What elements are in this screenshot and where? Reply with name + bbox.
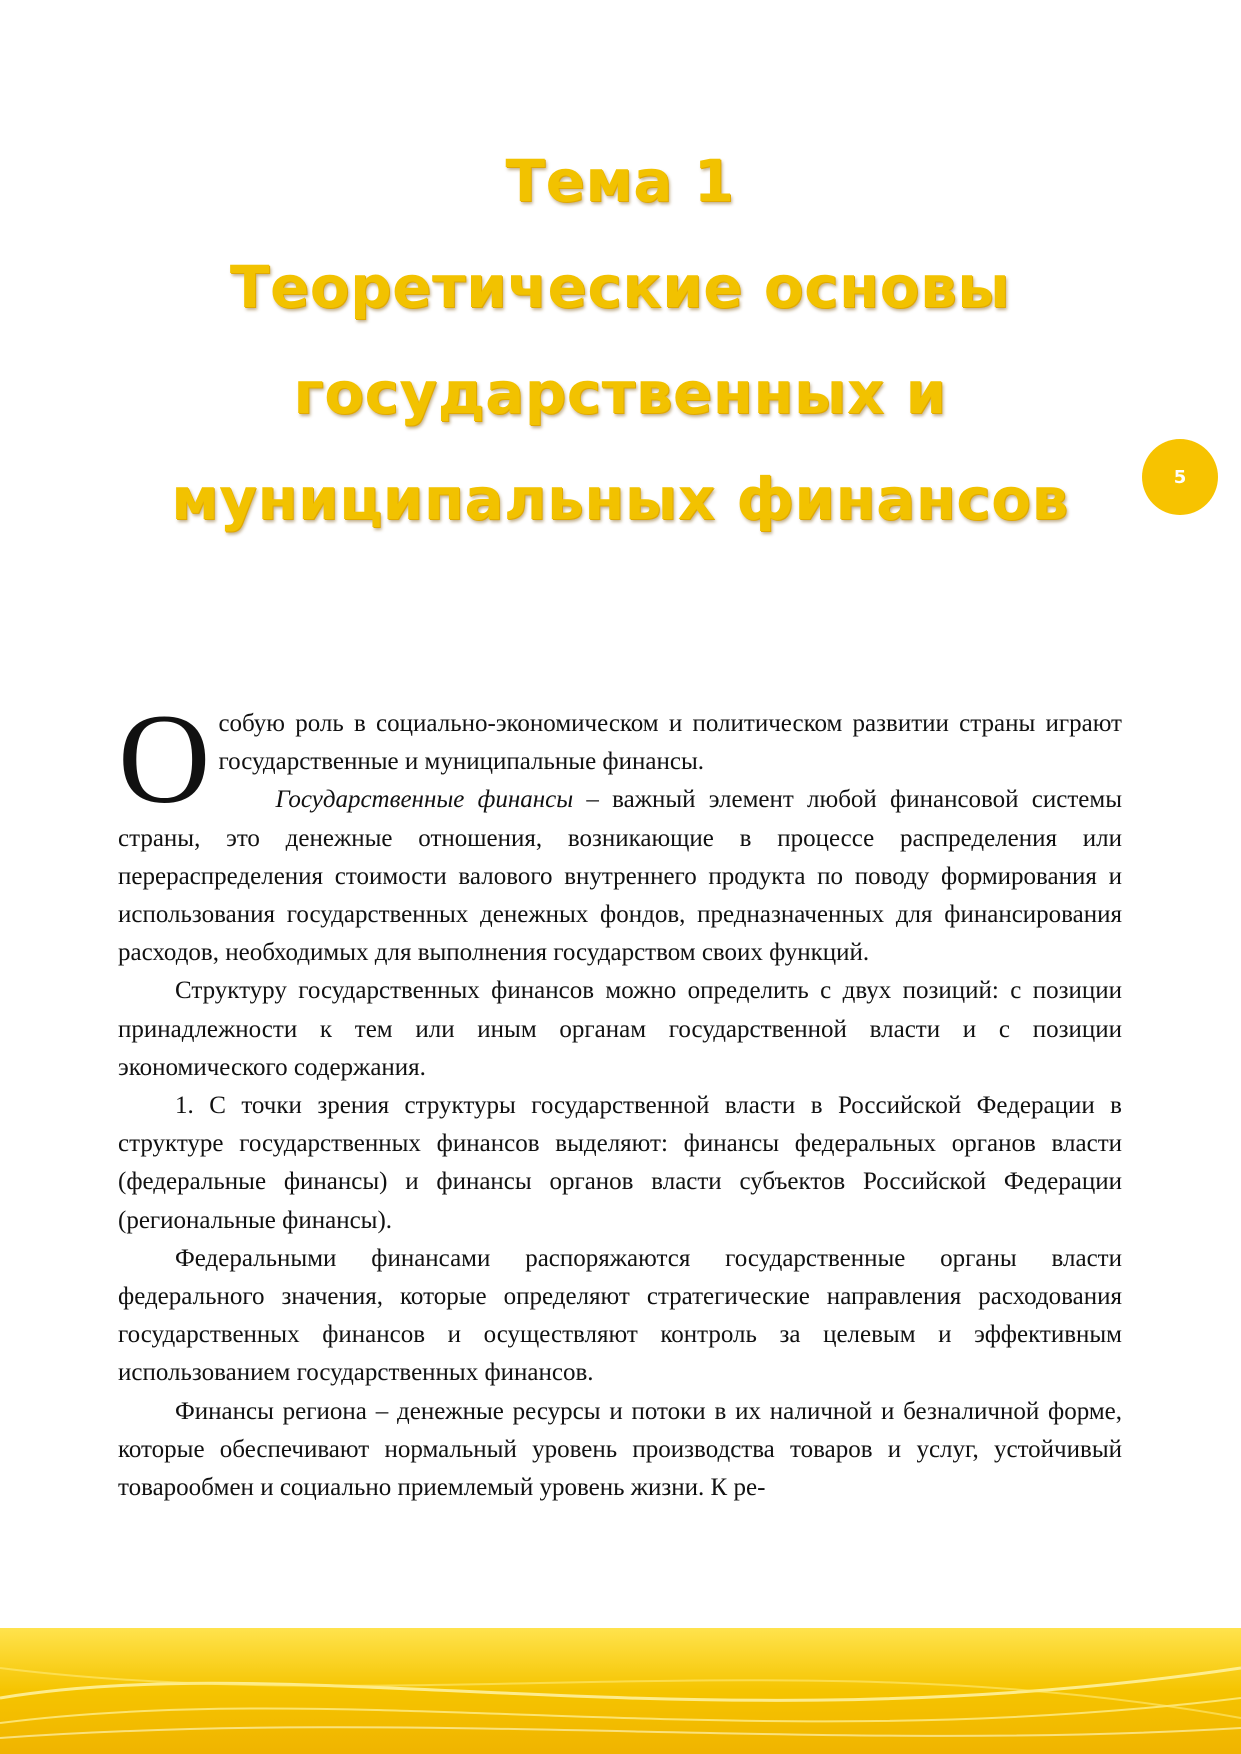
paragraph-1-text: собую роль в социально-экономическом и политическом развитии страны играют государственные и муниципальные финансы. <box>218 710 1122 776</box>
paragraph-4: 1. С точки зрения структуры государственной власти в Российской Федерации в структуре государственных финансов выделяют: финансы федеральных органов власти (федеральные финансы) и финансы органов власти субъектов Российской Федерации (региональные финансы). <box>118 1092 1122 1234</box>
drop-cap: О <box>118 688 211 830</box>
paragraph-2-text: – важный элемент любой финансовой системы страны, это денежные отношения, возникающие в процессе распределения или перераспределения стоимости валового внутреннего продукта по поводу формирования и использования государственных денежных фондов, предназначенных для финансирования расходов, необходимых для выполнения государством своих функций. <box>118 786 1122 967</box>
decorative-footer-band <box>0 1628 1241 1754</box>
paragraph-6: Финансы региона – денежные ресурсы и потоки в их наличной и безналичной форме, которые обеспечивают нормальный уровень производства товаров и услуг, устойчивый товарообмен и социально приемлемый уровень жизни. К ре- <box>118 1397 1122 1502</box>
paragraph-2 <box>118 781 1122 972</box>
chapter-title <box>120 128 1120 552</box>
title-line-1: Тема 1 <box>505 147 735 215</box>
page-number-badge: 5 <box>1142 439 1218 515</box>
title-line-3: государственных и <box>293 359 947 427</box>
paragraph-5: Федеральными финансами распоряжаются государственные органы власти федерального значения, которые определяют стратегические направления расходования государственных финансов и осуществляют контроль за целевым и эффективным использованием государственных финансов. <box>118 1244 1122 1387</box>
term-state-finance: Государственные финансы <box>275 786 574 814</box>
title-line-2: Теоретические основы <box>229 253 1011 321</box>
title-line-4: муниципальных финансов <box>171 465 1069 533</box>
body-text <box>118 688 1122 1507</box>
paragraph-3: Структуру государственных финансов можно определить с двух позиций: с позиции принадлежности к тем или иным органам государственной власти и с позиции экономического содержания. <box>118 977 1122 1081</box>
